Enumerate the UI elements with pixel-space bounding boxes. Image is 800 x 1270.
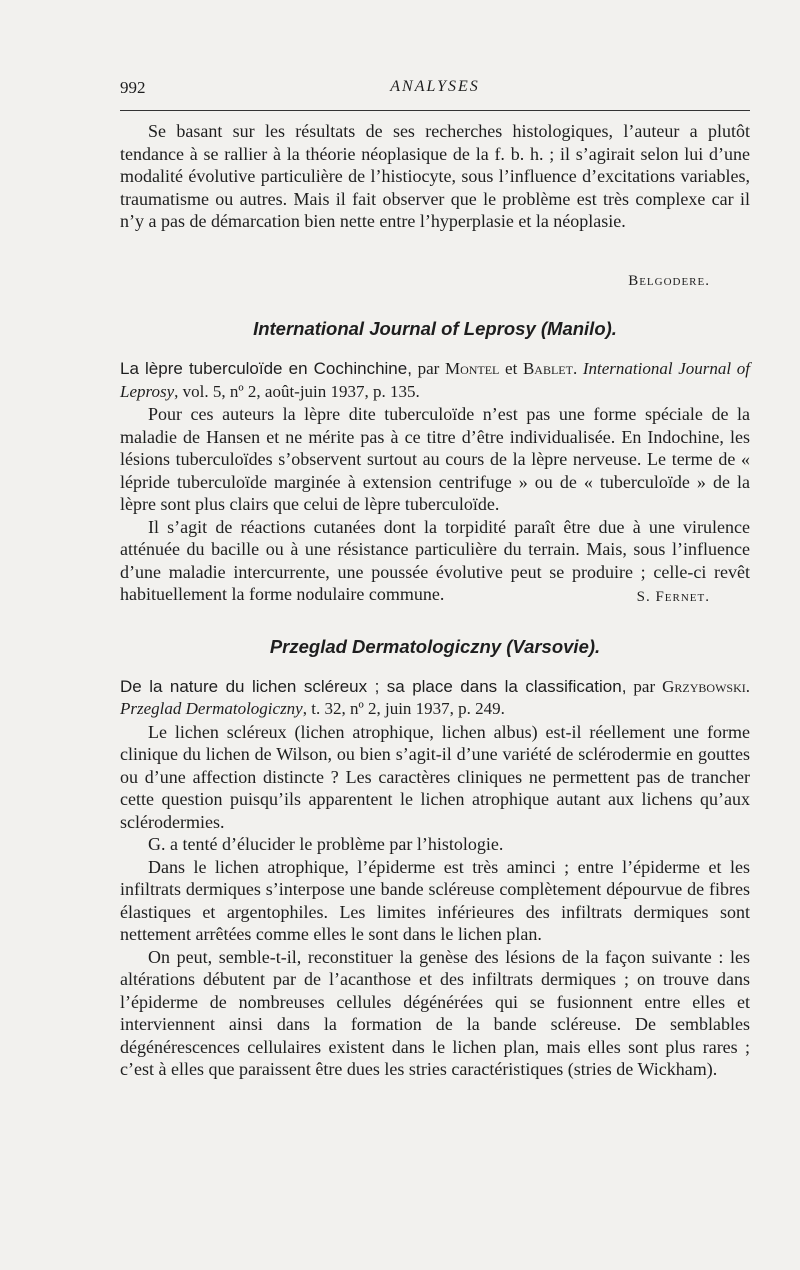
running-title: ANALYSES	[390, 78, 480, 95]
article-paragraph: Dans le lichen atrophique, l’épiderme est très aminci ; entre l’épiderme et les infiltrats dermiques s’interpose une bande scléreuse complètement dépourvue de fibres élastiques et argentophiles. Les limites inférieures des infiltrats dermiques sont nettement arrêtées comme elles le sont dans le lichen plan.	[120, 856, 750, 944]
main-text	[120, 120, 750, 1081]
article-heading-lichen	[120, 676, 750, 721]
article-paragraph: Il s’agit de réactions cutanées dont la torpidité paraît être due à une virulence atténuée du bacille ou à une résistance particulière du terrain. Mais, sous l’influence d’une maladie intercurrente, une poussée évolutive peut se produire ; celle-ci revêt habituellement la forme nodulaire commune.	[120, 516, 750, 604]
article-by: par	[411, 359, 445, 378]
author-bablet: Bablet	[522, 359, 573, 378]
article-title-lichen: De la nature du lichen scléreux ; sa place dans la classification,	[120, 676, 627, 696]
page-number: 992	[120, 78, 146, 97]
article-paragraph: On peut, semble-t-il, reconstituer la genèse des lésions de la façon suivante : les altérations débutent par de l’acanthose et des infiltrats dermiques ; on trouve dans l’épiderme de nombreuses cellules dégénérées qui se fusionnent entre elles et interviennent ainsi dans la formation de la bande scléreuse. De semblables dégénérescences cellulaires existent dans le lichen plan, mais elles sont plus rares ; c’est à elles que paraissent être dues les stries caractéristiques (stries de Wickham).	[120, 946, 750, 1079]
article-paragraph: Le lichen scléreux (lichen atrophique, lichen albus) est-il réellement une forme clinique du lichen de Wilson, ou bien s’agit-il d’une variété de sclérodermie en gouttes ou d’une affection distincte ? Les caractères cliniques ne permettent pas de trancher cette question puisqu’ils apparentent le lichen atrophique autant aux lichens qu’aux sclérodermies.	[120, 721, 750, 832]
article-signature-fernet: S. Fernet.	[636, 588, 710, 605]
running-head	[120, 78, 750, 100]
author-grzybowski: Grzybowski	[662, 676, 746, 696]
article-sep: .	[745, 676, 750, 696]
article-paragraph: Pour ces auteurs la lèpre dite tuberculoïde n’est pas une forme spéciale de la maladie de Hansen et ne mérite pas à ce titre d’être individualisée. En Indochine, les lésions tuberculoïdes s’observent surtout au cours de la lèpre nerveuse. Le terme de « lépride tuberculoïde marginée à extension centrifuge » ou de « tuberculoïde » de la lèpre sont plus clairs que celui de lèpre tuberculoïde.	[120, 404, 750, 514]
author-montel: Montel	[444, 359, 500, 378]
journal-heading-przeglad: Przeglad Dermatologiczny (Varsovie).	[269, 635, 601, 657]
article-journal-leprosy: International Journal of Leprosy	[120, 359, 750, 401]
article-citation-przeglad: , t. 32, nº 2, juin 1937, p. 249.	[302, 699, 505, 718]
intro-paragraph: Se basant sur les résultats de ses recherches histologiques, l’auteur a plutôt tendance à se rallier à la théorie néoplasique de la f. b. h. ; il s’agirait selon lui d’une modalité évolutive particulière de l’histiocyte, sous l’influence d’excitations variables, traumatisme ou autres. Mais il fait observer que le problème est très complexe car il n’y a pas de démarcation bien nette entre l’hyperplasie et la néoplasie.	[120, 121, 750, 231]
article-by: par	[626, 676, 663, 696]
article-sep: .	[572, 359, 583, 378]
article-citation-leprosy: , vol. 5, nº 2, août-juin 1937, p. 135.	[174, 381, 420, 401]
article-heading-leprosy	[120, 358, 750, 403]
header-rule	[120, 110, 750, 111]
article-journal-przeglad: Przeglad Dermatologiczny	[120, 699, 303, 718]
article-and: et	[499, 359, 523, 378]
article-title-leprosy: La lèpre tuberculoïde en Cochinchine,	[120, 359, 412, 378]
intro-signature: Belgodere.	[628, 273, 710, 289]
journal-heading-leprosy: International Journal of Leprosy (Manilo).	[253, 318, 617, 339]
article-paragraph: G. a tenté d’élucider le problème par l’histologie.	[148, 834, 504, 854]
